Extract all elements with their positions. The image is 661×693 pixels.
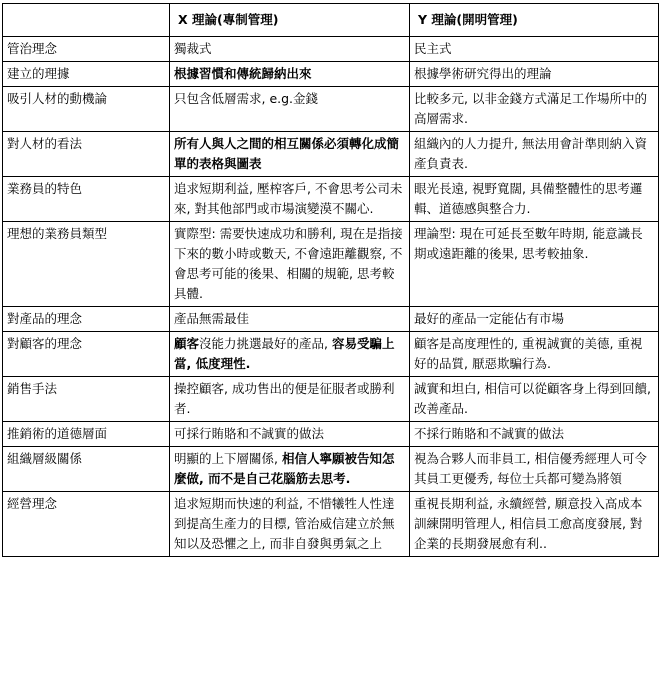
row-topic: 組織層級關係 <box>3 447 170 492</box>
theory-x-cell: 產品無需最佳 <box>170 307 410 332</box>
table-row <box>3 447 659 492</box>
row-topic: 對人材的看法 <box>3 132 170 177</box>
theory-x-cell: 根據習慣和傳統歸納出來 <box>170 62 410 87</box>
table-row <box>3 307 659 332</box>
header-theory-y: Y 理論(開明管理) <box>410 4 659 37</box>
table-row <box>3 492 659 557</box>
theory-y-cell: 眼光長遠, 視野寬闊, 具備整體性的思考邏輯、道德感與整合力. <box>410 177 659 222</box>
row-topic: 吸引人材的動機論 <box>3 87 170 132</box>
theory-x-cell: 明顯的上下層關係, 相信人寧願被告知怎麼做, 而不是自己花腦筋去思考. <box>170 447 410 492</box>
table-row <box>3 132 659 177</box>
table-row <box>3 177 659 222</box>
theory-y-cell: 組織內的人力提升, 無法用會計準則納入資產負責表. <box>410 132 659 177</box>
theory-x-cell: 只包含低層需求, e.g.金錢 <box>170 87 410 132</box>
row-topic: 銷售手法 <box>3 377 170 422</box>
theory-y-cell: 不採行賄賂和不誠實的做法 <box>410 422 659 447</box>
row-topic: 理想的業務員類型 <box>3 222 170 307</box>
theory-x-cell: 可採行賄賂和不誠實的做法 <box>170 422 410 447</box>
table-row <box>3 222 659 307</box>
header-empty-cell <box>3 4 170 37</box>
header-theory-x: X 理論(專制管理) <box>170 4 410 37</box>
table-header-row <box>3 4 659 37</box>
row-topic: 經營理念 <box>3 492 170 557</box>
row-topic: 建立的理據 <box>3 62 170 87</box>
theory-x-cell: 追求短期而快速的利益, 不惜犧牲人性達到提高生產力的目標, 管治威信建立於無知以及恐懼之上, 而非自發與勇氣之上 <box>170 492 410 557</box>
theory-y-cell: 民主式 <box>410 37 659 62</box>
theory-x-cell: 追求短期利益, 壓榨客戶, 不會思考公司未來, 對其他部門或市場演變漠不關心. <box>170 177 410 222</box>
theory-x-cell: 操控顧客, 成功售出的便是征服者或勝利者. <box>170 377 410 422</box>
table-row <box>3 87 659 132</box>
theory-x-cell: 實際型: 需要快速成功和勝利, 現在是指接下來的數小時或數天, 不會遠距離觀察, 不會思考可能的後果、相關的規範, 思考較具體. <box>170 222 410 307</box>
theory-x-cell: 顧客沒能力挑選最好的產品, 容易受騙上當, 低度理性. <box>170 332 410 377</box>
theory-y-cell: 最好的產品一定能佔有市場 <box>410 307 659 332</box>
theory-y-cell: 顧客是高度理性的, 重視誠實的美德, 重視好的品質, 厭惡欺騙行為. <box>410 332 659 377</box>
theory-y-cell: 比較多元, 以非金錢方式滿足工作場所中的高層需求. <box>410 87 659 132</box>
theory-y-cell: 誠實和坦白, 相信可以從顧客身上得到回饋, 改善產品. <box>410 377 659 422</box>
row-topic: 對顧客的理念 <box>3 332 170 377</box>
table-row <box>3 422 659 447</box>
theory-y-cell: 理論型: 現在可延長至數年時期, 能意識長期或遠距離的後果, 思考較抽象. <box>410 222 659 307</box>
theory-y-cell: 根據學術研究得出的理論 <box>410 62 659 87</box>
theory-x-cell: 獨裁式 <box>170 37 410 62</box>
table-row <box>3 332 659 377</box>
theory-comparison-table <box>2 3 659 557</box>
theory-y-cell: 重視長期利益, 永續經營, 願意投入高成本訓練開明管理人, 相信員工愈高度發展, 對企業的長期發展愈有利.. <box>410 492 659 557</box>
table-row <box>3 62 659 87</box>
table-row <box>3 37 659 62</box>
theory-y-cell: 視為合夥人而非員工, 相信優秀經理人可令其員工更優秀, 每位士兵都可變為將領 <box>410 447 659 492</box>
row-topic: 業務員的特色 <box>3 177 170 222</box>
row-topic: 管治理念 <box>3 37 170 62</box>
comparison-table-wrapper <box>2 3 658 557</box>
theory-x-cell: 所有人與人之間的相互關係必須轉化成簡單的表格與圖表 <box>170 132 410 177</box>
row-topic: 推銷術的道德層面 <box>3 422 170 447</box>
table-row <box>3 377 659 422</box>
row-topic: 對產品的理念 <box>3 307 170 332</box>
